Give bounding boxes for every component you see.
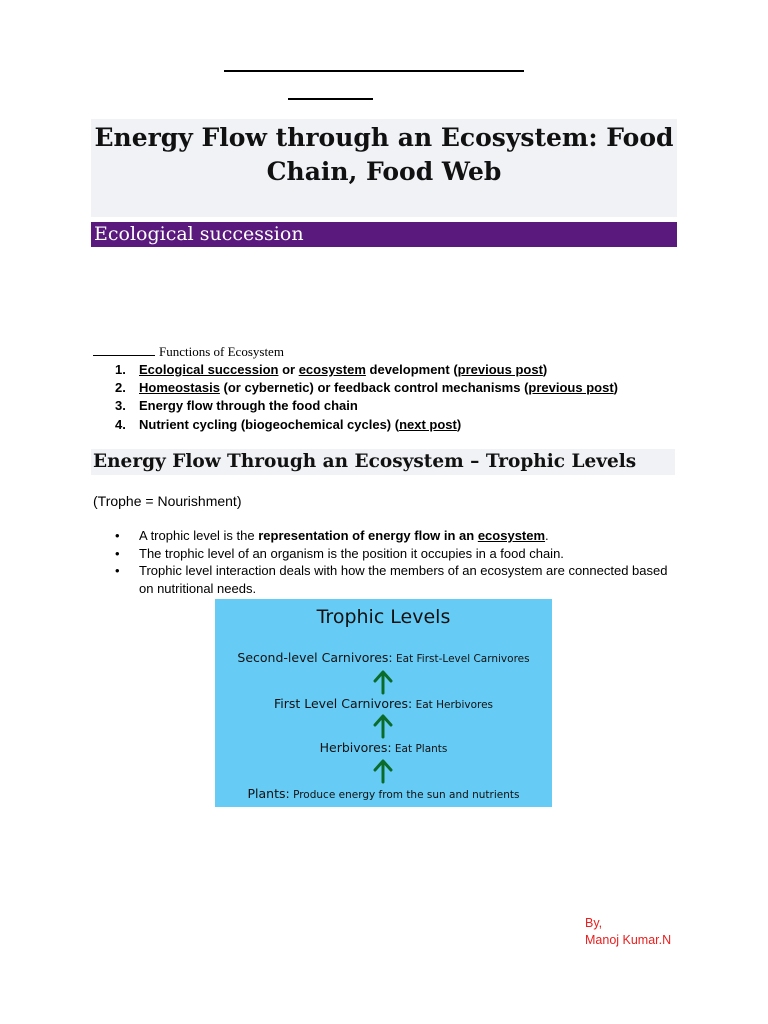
list-text: or [278,362,299,377]
link-previous-post[interactable]: previous post [457,362,543,377]
bullet-list [115,527,675,597]
list-item [115,397,618,415]
functions-heading [93,344,284,360]
functions-heading-label: Functions of Ecosystem [159,344,284,359]
top-rule-short [288,98,373,100]
section-heading: Energy Flow Through an Ecosystem – Trophic Levels [93,451,637,472]
author-credit [585,915,671,949]
list-number: 2. [115,380,126,396]
blank-line [93,345,155,356]
list-text: Nutrient cycling (biogeochemical cycles) ( [139,416,400,432]
list-item [115,361,618,379]
list-text: ) [613,380,618,396]
level-key: Herbivores: [319,740,392,755]
list-item [115,562,675,597]
functions-list [115,361,618,434]
bullet-text: Trophic level interaction deals with how the members of an ecosystem are connected based on nutritional needs. [139,563,668,596]
bullet-text: . [545,528,549,543]
list-item [115,416,618,434]
link-ecosystem[interactable]: ecosystem [298,362,366,377]
bullet-text: A trophic level is the [139,528,259,543]
level-key: First Level Carnivores: [273,696,413,711]
list-number: 3. [115,398,126,414]
link-ecosystem[interactable]: ecosystem [477,528,546,543]
link-next-post[interactable]: next post [399,416,457,432]
level-desc: Eat Plants [391,743,448,755]
page-title: Energy Flow through an Ecosystem: Food Chain, Food Web [94,123,674,186]
list-text: Energy flow through the food chain [139,398,358,414]
level-plants [215,786,552,803]
bullet-bold-text: representation of energy flow in an [258,528,478,543]
credit-author: Manoj Kumar.N [585,933,672,947]
link-previous-post[interactable]: previous post [528,380,614,396]
bullet-text: The trophic level of an organism is the position it occupies in a food chain. [139,545,564,561]
list-text: ) [456,416,462,432]
section-heading-box [91,449,675,475]
list-number: 4. [115,416,126,432]
credit-by: By, [585,916,603,930]
top-rule-long [224,70,524,72]
banner-ecological-succession: Ecological succession [91,222,677,247]
up-arrow-icon [372,758,394,784]
list-text: development ( [365,362,458,377]
level-desc: Eat First-Level Carnivores [392,653,530,665]
up-arrow-icon [372,669,394,695]
up-arrow-icon [372,713,394,739]
level-first-carnivores [215,696,552,713]
list-text: (or cybernetic) or feedback control mechanisms ( [219,380,529,396]
trophe-note: (Trophe = Nourishment) [93,493,242,509]
level-herbivores [215,740,552,757]
list-item [115,527,675,545]
level-desc: Produce energy from the sun and nutrients [289,789,520,801]
figure-title: Trophic Levels [316,606,451,628]
list-item [115,545,675,563]
list-text: ) [542,362,548,377]
link-ecological-succession[interactable]: Ecological succession [139,362,279,377]
list-number: 1. [115,362,126,377]
level-second-carnivores [215,650,552,667]
level-key: Second-level Carnivores: [237,650,393,665]
trophic-levels-figure [215,599,552,807]
link-homeostasis[interactable]: Homeostasis [139,380,220,396]
list-item [115,379,618,397]
title-box [91,119,677,217]
level-key: Plants: [247,786,290,801]
level-desc: Eat Herbivores [412,699,494,711]
